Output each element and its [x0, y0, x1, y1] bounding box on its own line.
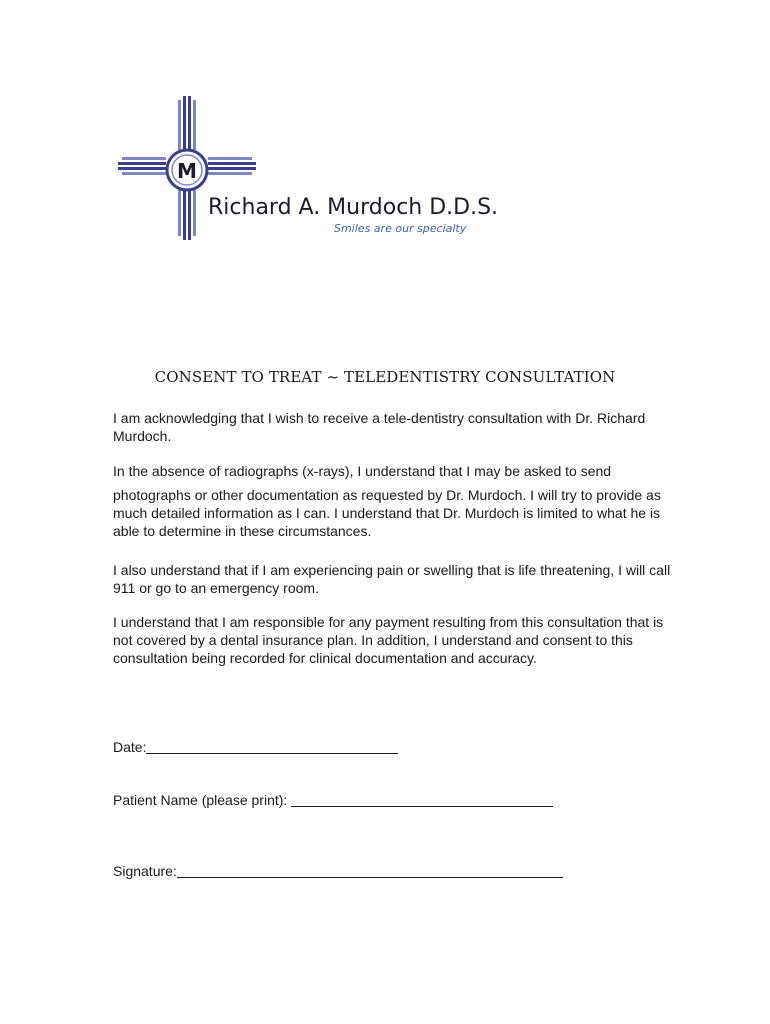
patient-name-label: Patient Name (please print): [113, 792, 288, 808]
date-label: Date: [113, 739, 147, 755]
document-title: CONSENT TO TREAT ~ TELEDENTISTRY CONSULTATION [154, 368, 616, 386]
date-field [113, 738, 398, 756]
paragraph-payment: I understand that I am responsible for any payment resulting from this consultation that is not covered by a dental insurance plan. In addition, I understand and consent to this consultation being recorded for clinical documentation and accuracy. [113, 614, 664, 666]
signature-label: Signature: [113, 863, 177, 879]
practice-name: Richard A. Murdoch D.D.S. [208, 195, 499, 220]
paragraph-acknowledgement: I am acknowledging that I wish to receive a tele-dentistry consultation with Dr. Richard Murdoch. [113, 410, 646, 444]
signature-field [113, 862, 563, 880]
practice-tagline: Smiles are our specialty [334, 222, 467, 235]
paragraph-radiographs [113, 462, 673, 540]
patient-name-field [113, 791, 553, 809]
signature-input-line[interactable] [177, 863, 563, 878]
practice-logo [112, 96, 512, 246]
paragraph-radiographs-rest: photographs or other documentation as requested by Dr. Murdoch. I will try to provide as much detailed information as I can. I understand that Dr. Murdoch is limited to what he is able to determine in these circumstances. [113, 487, 661, 539]
date-input-line[interactable] [146, 739, 398, 754]
paragraph-emergency: I also understand that if I am experiencing pain or swelling that is life threatening, I will call 911 or go to an emergency room. [113, 562, 671, 596]
patient-name-input-line[interactable] [291, 792, 553, 807]
svg-text:M: M [177, 159, 197, 183]
paragraph-radiographs-line1: In the absence of radiographs (x-rays), I understand that I may be asked to send [113, 463, 612, 479]
